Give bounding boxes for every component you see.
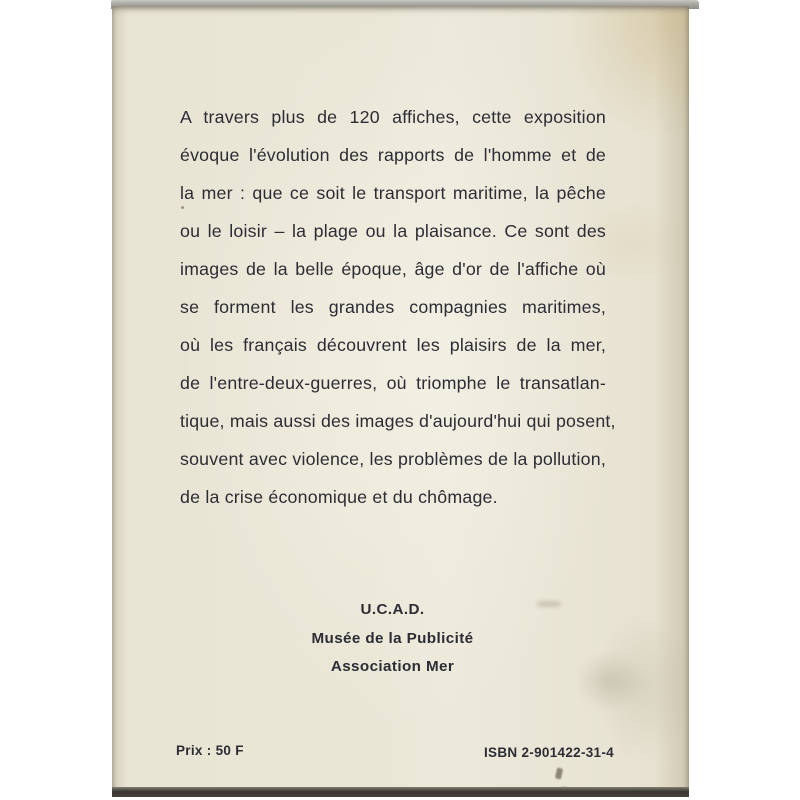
paragraph-line: où les français découvrent les plaisirs de la mer, [180, 335, 606, 355]
book-bottom-page-edge [112, 787, 689, 797]
paragraph-line: ou le loisir – la plage ou la plaisance. Ce sont des [180, 221, 606, 241]
paper-speck [181, 206, 184, 209]
book-back-cover [112, 6, 689, 797]
paragraph-line: se forment les grandes compagnies maritimes, [180, 297, 606, 317]
price-label: Prix : 50 F [176, 743, 244, 758]
paragraph-line: la mer : que ce soit le transport maritime, la pêche [180, 183, 606, 203]
paragraph-line: tique, mais aussi des images d'aujourd'hui qui posent, [180, 411, 616, 431]
isbn-label: ISBN 2-901422-31-4 [484, 745, 614, 760]
paragraph-line: de l'entre-deux-guerres, où triomphe le transatlan- [180, 373, 606, 393]
paragraph-line: évoque l'évolution des rapports de l'homme et de [180, 145, 606, 165]
description-paragraph [180, 98, 616, 516]
publisher-musee: Musée de la Publicité [311, 629, 474, 647]
paragraph-line: de la crise économique et du chômage. [180, 487, 498, 507]
paragraph-line: A travers plus de 120 affiches, cette exposition [180, 107, 606, 127]
paper-smudge [574, 651, 644, 711]
paper-speck [555, 767, 563, 779]
publisher-ucad: U.C.A.D. [360, 601, 425, 618]
publisher-association: Association Mer [330, 658, 455, 675]
paper-smudge [536, 601, 562, 607]
paragraph-line: images de la belle époque, âge d'or de l'affiche où [180, 259, 606, 279]
paragraph-line: souvent avec violence, les problèmes de la pollution, [180, 449, 606, 469]
